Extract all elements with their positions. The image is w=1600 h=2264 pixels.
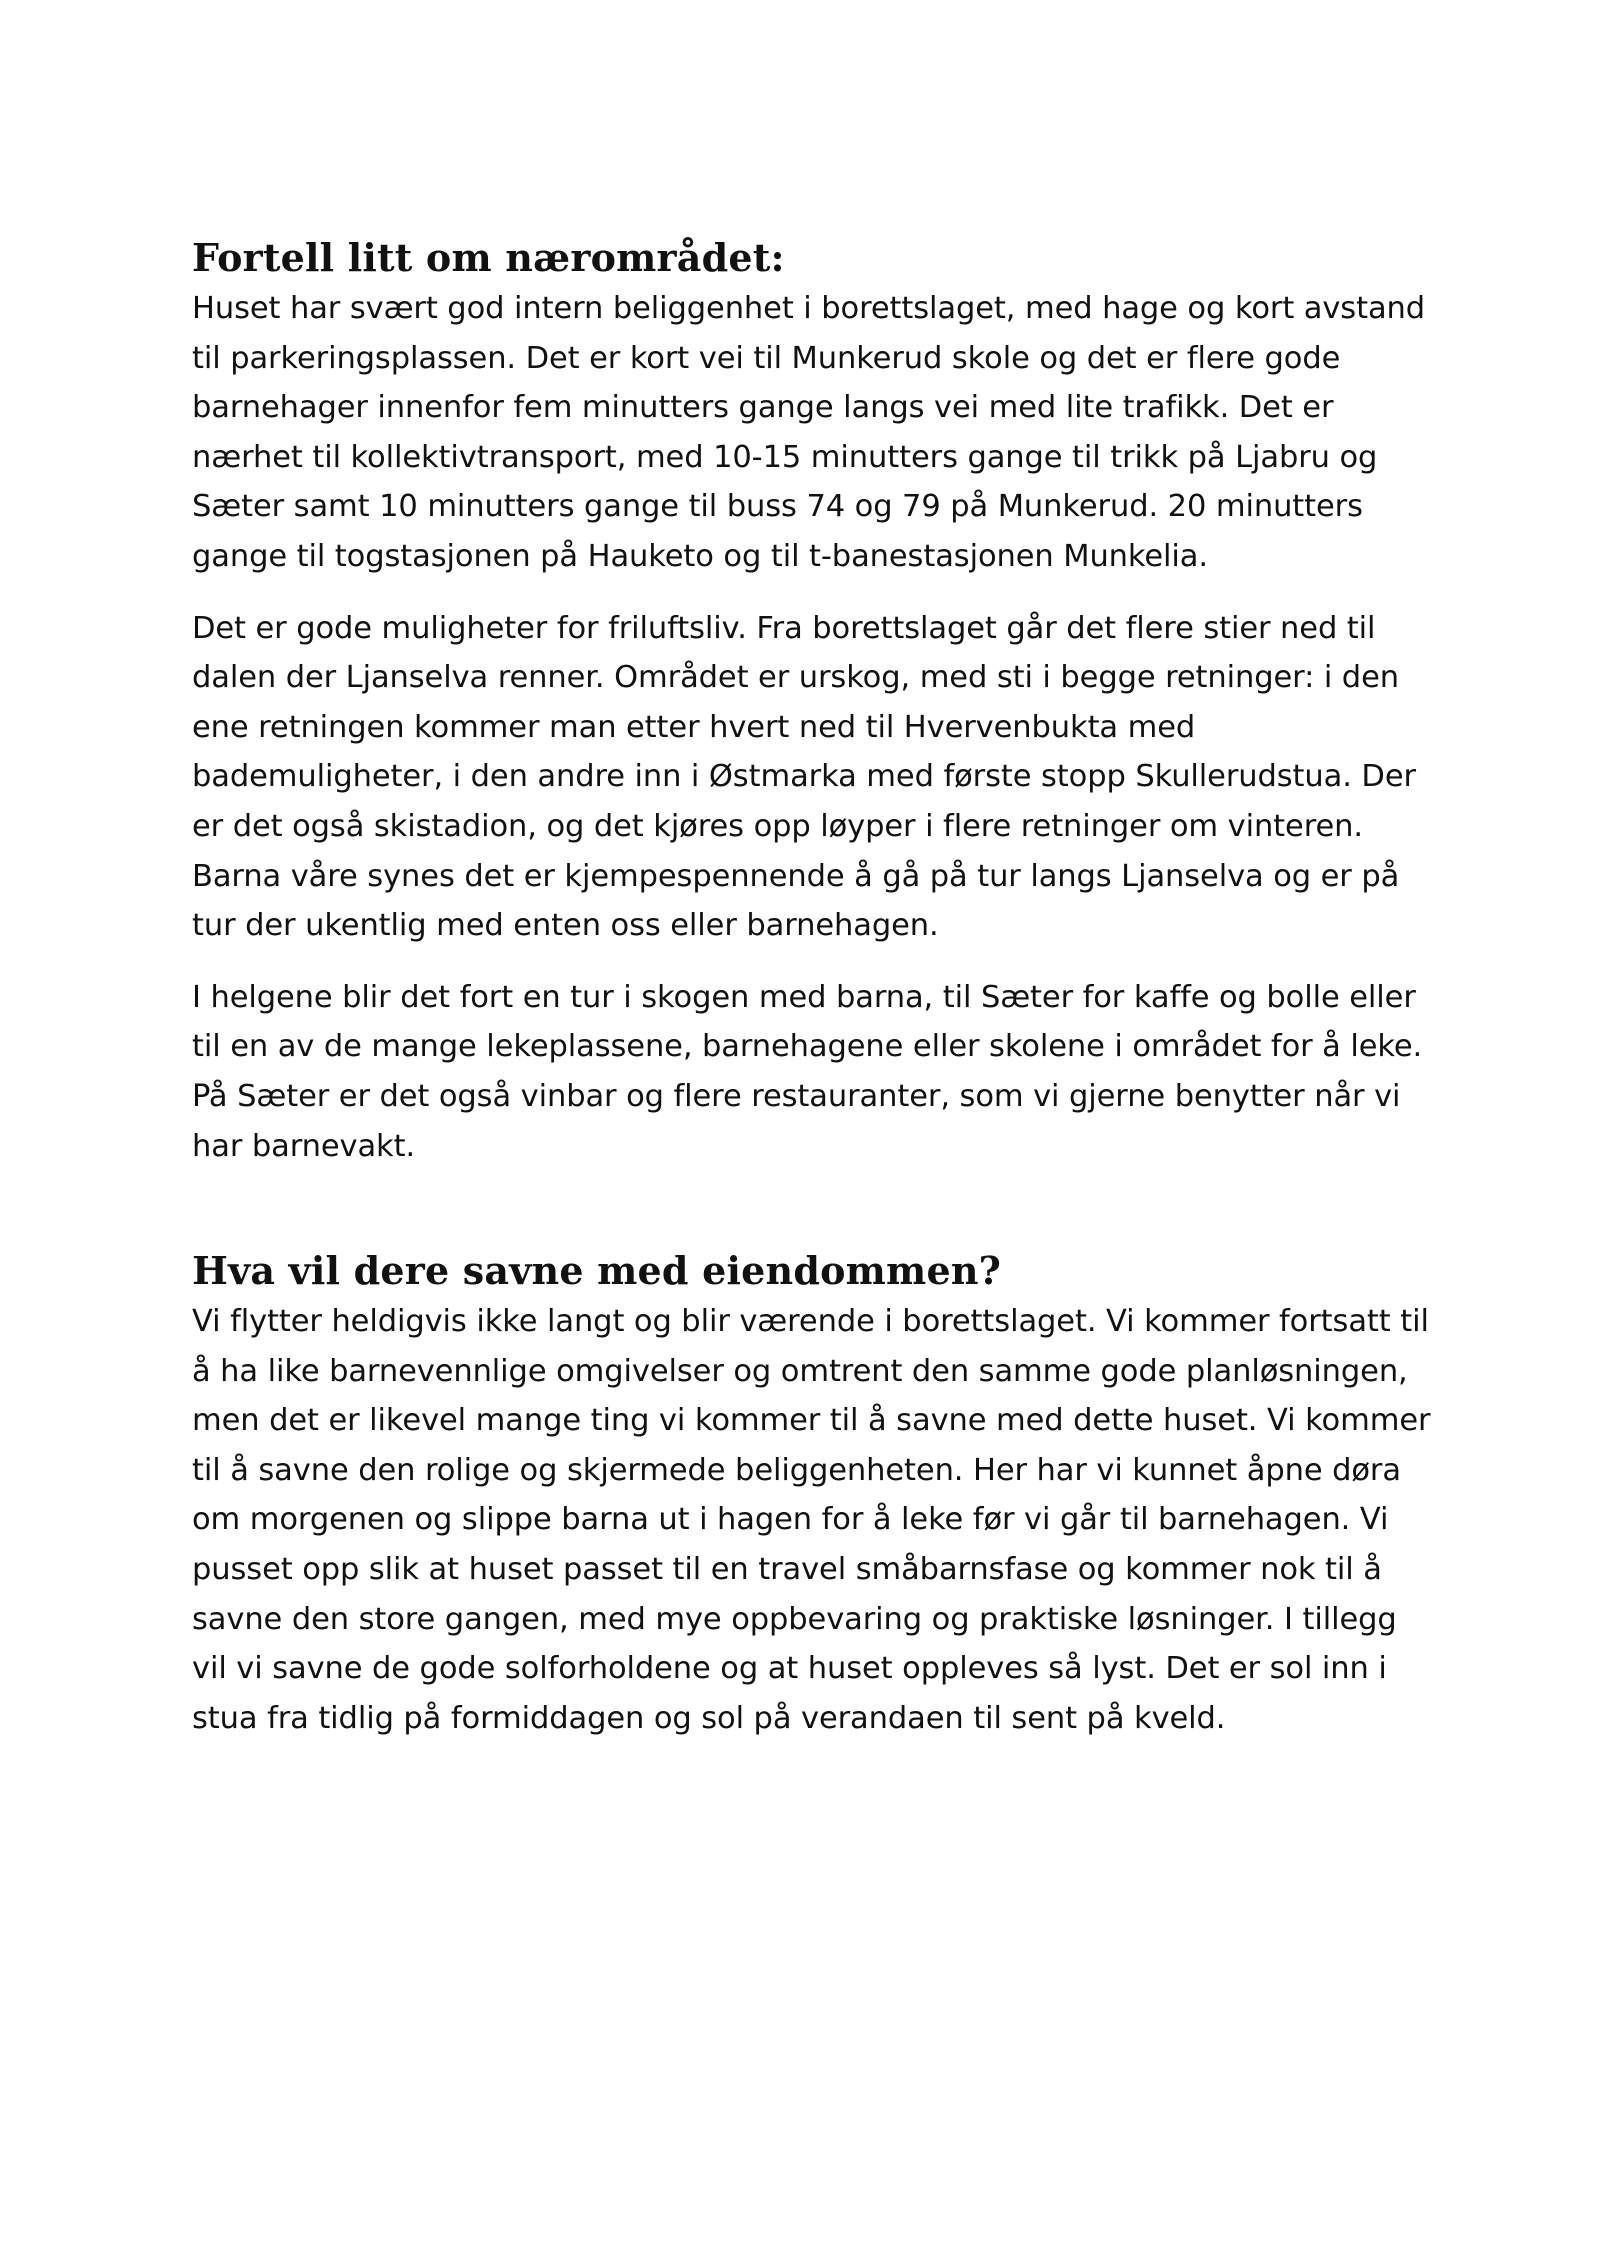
paragraph-will-miss: Vi flytter heldigvis ikke langt og blir værende i borettslaget. Vi kommer fortsatt til å ha like barnevennlige omgivelser og omtrent den samme gode planløsningen, men det er likevel mange ting vi kommer til å savne med dette huset. Vi kommer til å savne den rolige og skjermede beliggenheten. Her har vi kunnet åpne døra om morgenen og slippe barna ut i hagen for å leke før vi går til barnehagen. Vi pusset opp slik at huset passet til en travel småbarnsfase og kommer nok til å savne den store gangen, med mye oppbevaring og praktiske løsninger. I tillegg vil vi savne de gode solforholdene og at huset oppleves så lyst. Det er sol inn i stua fra tidlig på formiddagen og sol på verandaen til sent på kveld. <box>192 1304 1431 1736</box>
document-body <box>192 232 1432 1765</box>
section-heading-neighborhood: Fortell litt om nærområdet: <box>192 235 785 280</box>
section-divider-space <box>192 1193 1432 1245</box>
paragraph-neighborhood-outdoors: Det er gode muligheter for friluftsliv. Fra borettslaget går det flere stier ned til dalen der Ljanselva renner. Området er urskog, med sti i begge retninger: i den ene retningen kommer man etter hvert ned til Hvervenbukta med bademuligheter, i den andre inn i Østmarka med første stopp Skullerudstua. Der er det også skistadion, og det kjøres opp løyper i flere retninger om vinteren. Barna våre synes det er kjempespennende å gå på tur langs Ljanselva og er på tur der ukentlig med enten oss eller barnehagen. <box>192 610 1416 944</box>
section-heading-will-miss: Hva vil dere savne med eiendommen? <box>192 1248 1002 1294</box>
paragraph-neighborhood-location: Huset har svært god intern beliggenhet i borettslaget, med hage og kort avstand til parkeringsplassen. Det er kort vei til Munkerud skole og det er flere gode barnehager innenfor fem minutters gange langs vei med lite trafikk. Det er nærhet til kollektivtransport, med 10-15 minutters gange til trikk på Ljabru og Sæter samt 10 minutters gange til buss 74 og 79 på Munkerud. 20 minutters gange til togstasjonen på Hauketo og til t-banestasjonen Munkelia. <box>192 291 1426 574</box>
paragraph-neighborhood-weekends: I helgene blir det fort en tur i skogen med barna, til Sæter for kaffe og bolle eller til en av de mange lekeplassene, barnehagene eller skolene i området for å leke. På Sæter er det også vinbar og flere restauranter, som vi gjerne benytter når vi har barnevakt. <box>192 979 1423 1164</box>
